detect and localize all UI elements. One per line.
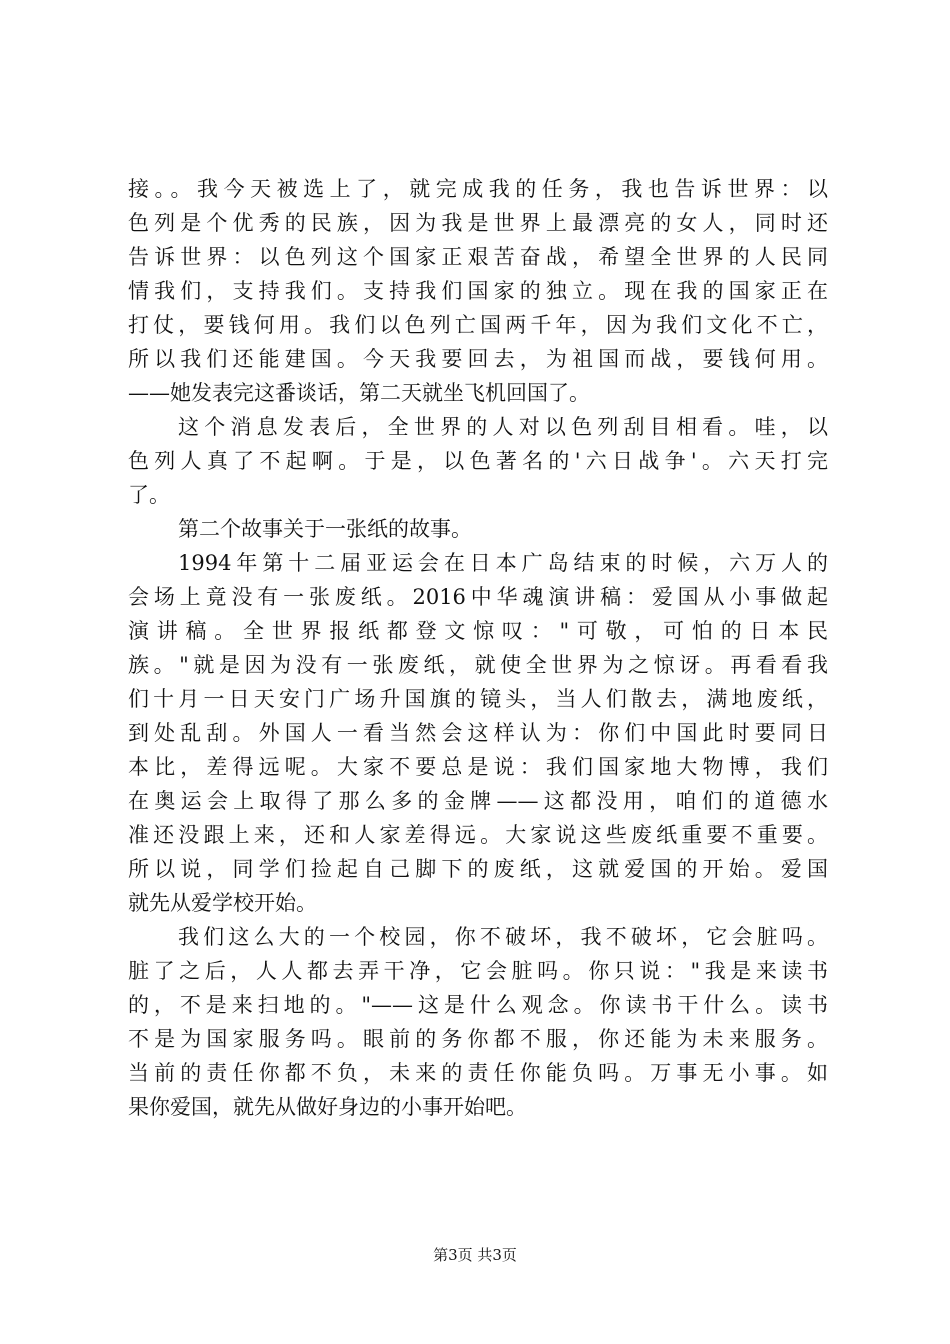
- text-line: 脏了之后，人人都去弄干净，它会脏吗。你只说："我是来读书: [128, 959, 828, 983]
- text-line: 不是为国家服务吗。眼前的务你都不服，你还能为未来服务。: [128, 1027, 828, 1051]
- text-line: 准还没跟上来，还和人家差得远。大家说这些废纸重要不重要。: [128, 823, 828, 847]
- text-line: 们十月一日天安门广场升国旗的镜头，当人们散去，满地废纸，: [128, 687, 828, 711]
- text-line: 当前的责任你都不负，未来的责任你能负吗。万事无小事。如: [128, 1061, 828, 1085]
- text-line: 告诉世界：以色列这个国家正艰苦奋战，希望全世界的人民同: [128, 245, 828, 269]
- text-line: 到处乱刮。外国人一看当然会这样认为：你们中国此时要同日: [128, 721, 828, 745]
- text-line: 演讲稿。全世界报纸都登文惊叹："可敬，可怕的日本民: [128, 619, 828, 643]
- text-line: ——她发表完这番谈话，第二天就坐飞机回国了。: [128, 381, 590, 405]
- paragraph-start-line: 这个消息发表后，全世界的人对以色列刮目相看。哇，以: [178, 415, 828, 439]
- text-line: 会场上竟没有一张废纸。2016中华魂演讲稿：爱国从小事做起: [128, 585, 828, 609]
- page-footer: 第3页 共3页: [433, 1246, 517, 1264]
- text-line: 所以说，同学们捡起自己脚下的废纸，这就爱国的开始。爱国: [128, 857, 828, 881]
- paragraph-start-line: 1994年第十二届亚运会在日本广岛结束的时候，六万人的: [178, 551, 828, 575]
- text-line: 情我们，支持我们。支持我们国家的独立。现在我的国家正在: [128, 279, 828, 303]
- text-line: 色列人真了不起啊。于是，以色著名的'六日战争'。六天打完: [128, 449, 828, 473]
- text-line: 在奥运会上取得了那么多的金牌——这都没用，咱们的道德水: [128, 789, 828, 813]
- paragraph-start-line: 我们这么大的一个校园，你不破坏，我不破坏，它会脏吗。: [178, 925, 828, 949]
- paragraph-start-line: 第二个故事关于一张纸的故事。: [178, 517, 472, 541]
- text-line: 果你爱国，就先从做好身边的小事开始吧。: [128, 1095, 527, 1119]
- document-body: [128, 172, 828, 1124]
- text-line: 了。: [128, 483, 170, 507]
- text-line: 所以我们还能建国。今天我要回去，为祖国而战，要钱何用。: [128, 347, 828, 371]
- text-line: 族。"就是因为没有一张废纸，就使全世界为之惊讶。再看看我: [128, 653, 828, 677]
- text-line: 就先从爱学校开始。: [128, 891, 317, 915]
- text-line: 接。。我今天被选上了，就完成我的任务，我也告诉世界：以: [128, 177, 828, 201]
- text-line: 打仗，要钱何用。我们以色列亡国两千年，因为我们文化不亡，: [128, 313, 828, 337]
- text-line: 本比，差得远呢。大家不要总是说：我们国家地大物博，我们: [128, 755, 828, 779]
- text-line: 色列是个优秀的民族，因为我是世界上最漂亮的女人，同时还: [128, 211, 828, 235]
- text-line: 的，不是来扫地的。"——这是什么观念。你读书干什么。读书: [128, 993, 828, 1017]
